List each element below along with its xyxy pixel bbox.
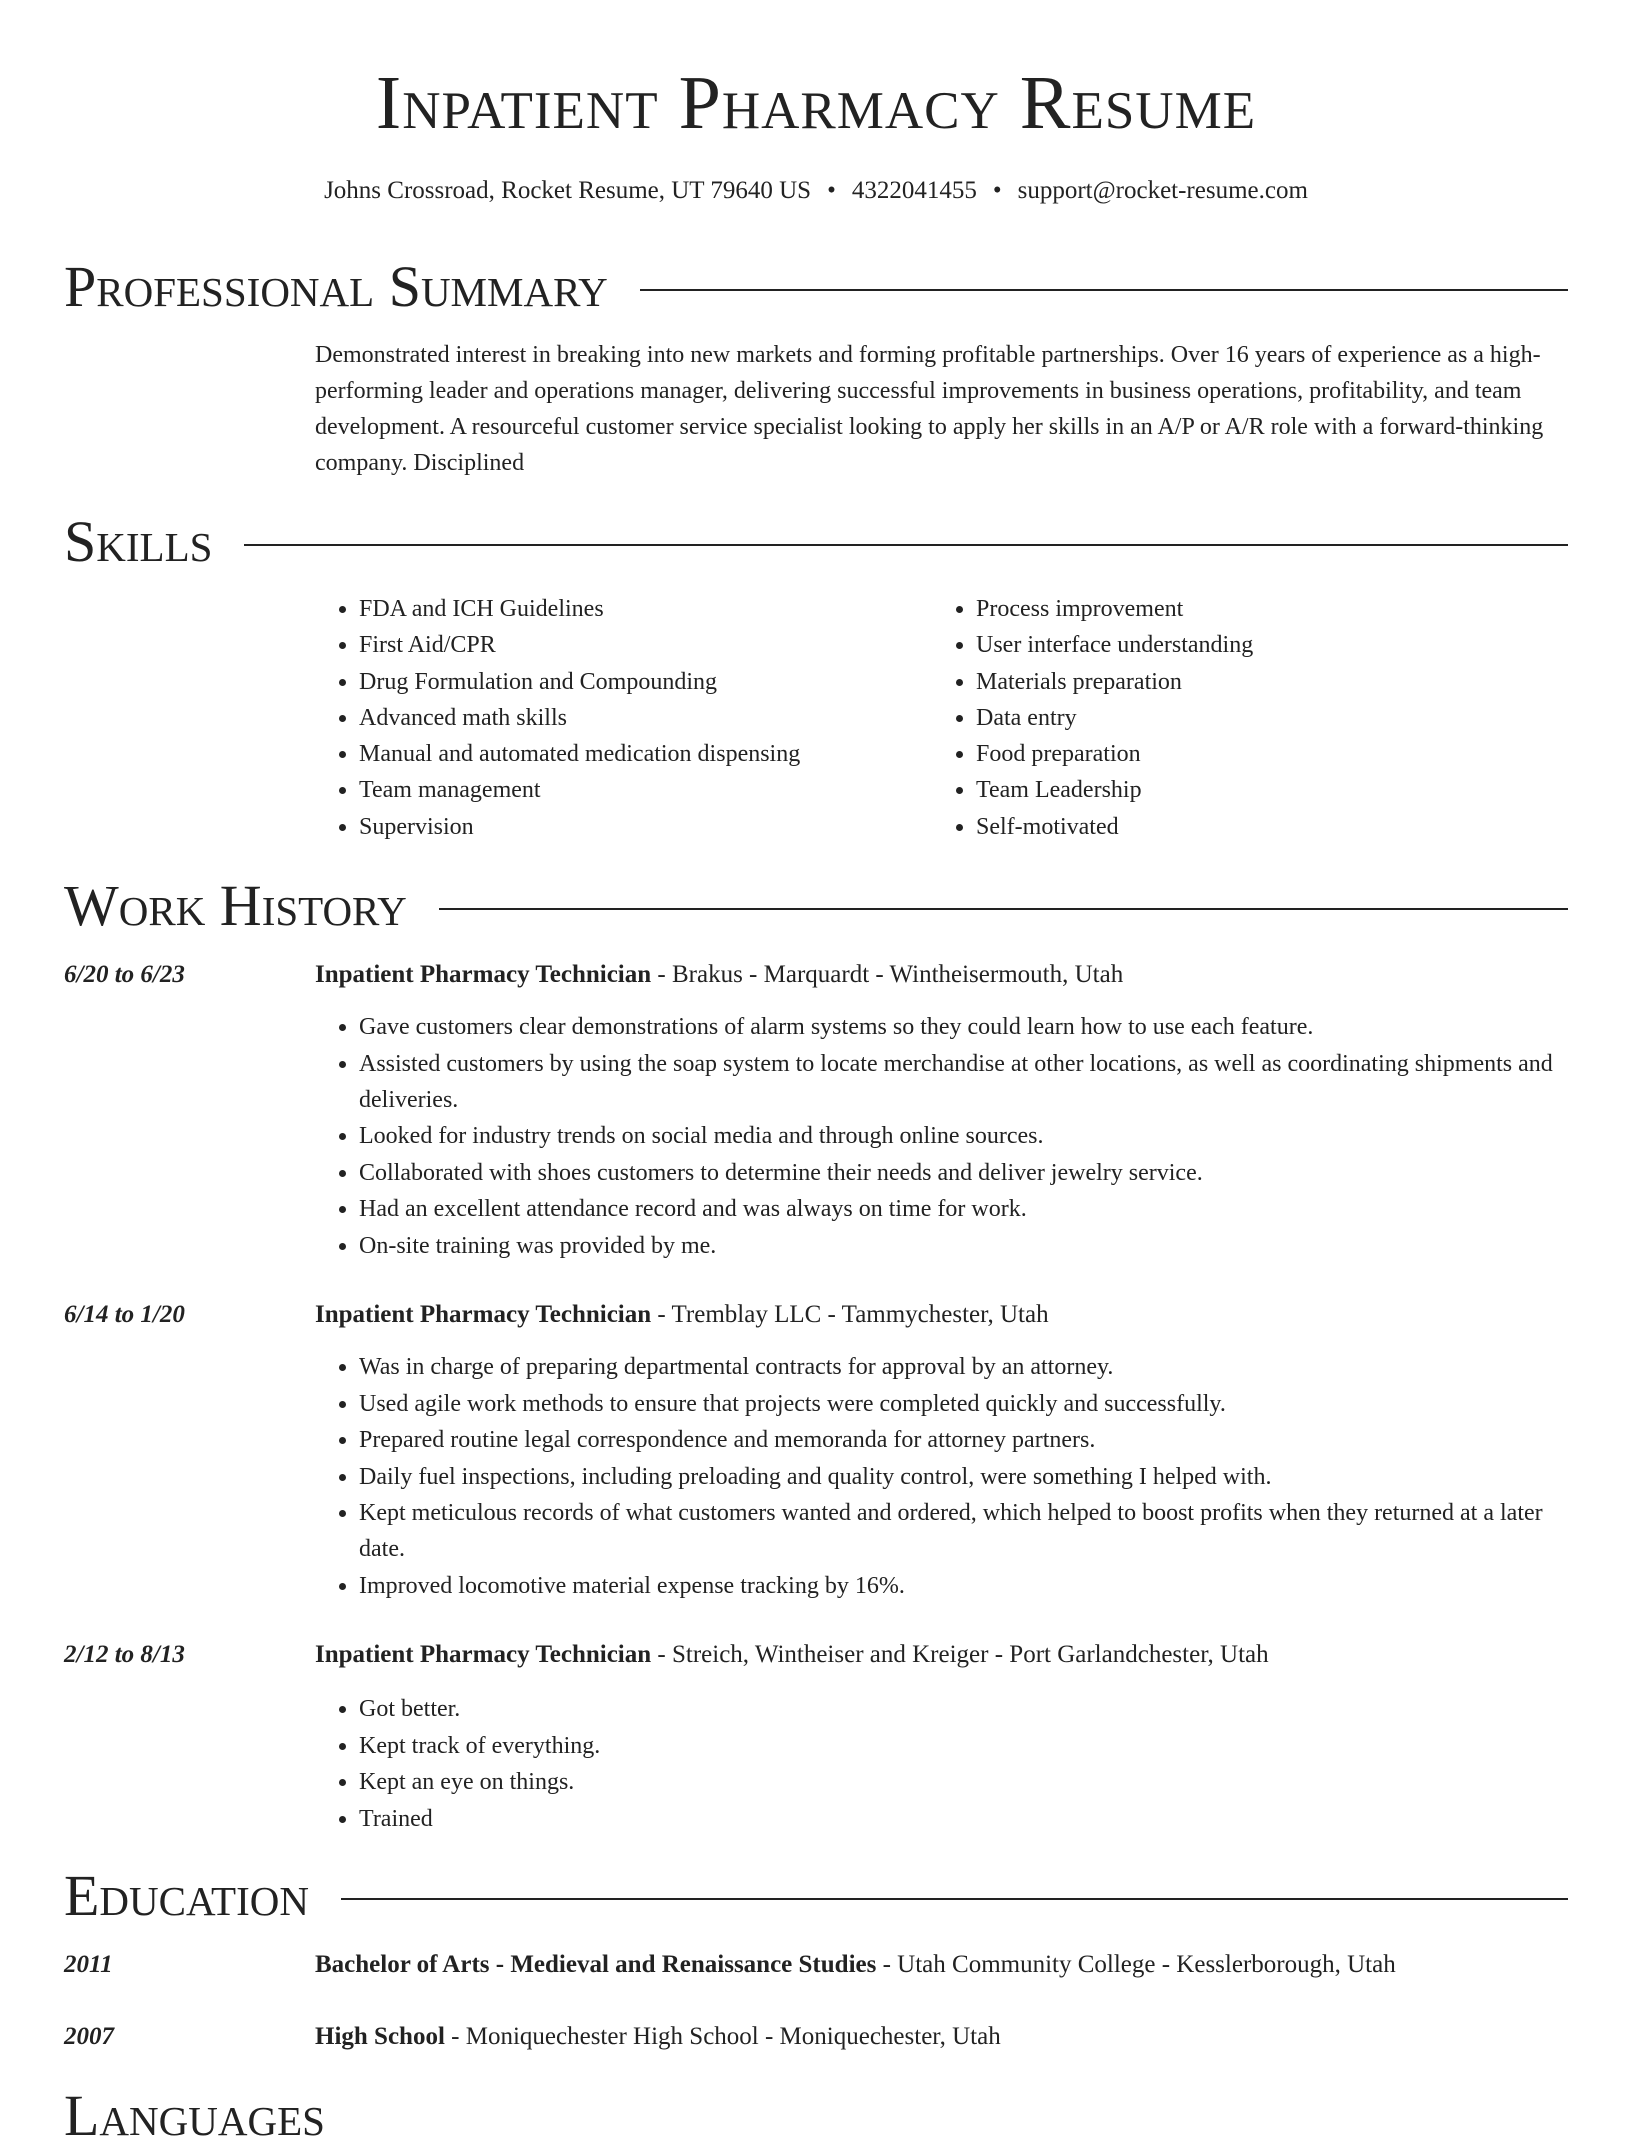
skill-item: • Supervision <box>359 809 919 845</box>
skill-item: • Drug Formulation and Compounding <box>359 664 919 700</box>
job-title: Inpatient Pharmacy Technician <box>315 1301 652 1328</box>
job-heading <box>315 957 1568 993</box>
skill-item: • FDA and ICH Guidelines <box>359 591 919 627</box>
education-entry <box>315 2019 1568 2055</box>
job-bullet: • Was in charge of preparing departmental contracts for approval by an attorney. <box>359 1349 1568 1385</box>
skills-list-right <box>932 591 1536 845</box>
skill-item: • Self-motivated <box>976 809 1536 845</box>
skill-item: • Materials preparation <box>976 664 1536 700</box>
job-bullet: • Had an excellent attendance record and was always on time for work. <box>359 1191 1568 1227</box>
job-bullet: • Looked for industry trends on social media and through online sources. <box>359 1118 1568 1154</box>
section-divider <box>341 1898 1568 1900</box>
work-section-title: Work History <box>64 873 407 938</box>
job-bullet: • Gave customers clear demonstrations of alarm systems so they could learn how to use each feature. <box>359 1009 1568 1045</box>
job-bullet: • Used agile work methods to ensure that projects were completed quickly and successfully. <box>359 1386 1568 1422</box>
job-title: Inpatient Pharmacy Technician <box>315 1641 652 1668</box>
job-employer: - Streich, Wintheiser and Kreiger - Port Garlandchester, Utah <box>651 1641 1269 1668</box>
skill-item: • Manual and automated medication dispensing <box>359 736 919 772</box>
skills-list-left <box>315 591 919 845</box>
resume-title: Inpatient Pharmacy Resume <box>375 61 1257 145</box>
job-bullet-list <box>315 1009 1568 1264</box>
job-bullet: • Kept track of everything. <box>359 1728 1568 1764</box>
languages-section-heading <box>64 2084 1568 2148</box>
education-degree: High School <box>315 2023 445 2050</box>
job-heading <box>315 1297 1568 1333</box>
job-bullet: • Got better. <box>359 1691 1568 1727</box>
job-employer: - Tremblay LLC - Tammychester, Utah <box>651 1301 1049 1328</box>
job-dates: 6/14 to 1/20 <box>64 1301 185 1328</box>
education-degree: Bachelor of Arts - Medieval and Renaissance Studies <box>315 1951 877 1978</box>
skill-item: • Team management <box>359 772 919 808</box>
job-bullet: • Prepared routine legal correspondence and memoranda for attorney partners. <box>359 1422 1568 1458</box>
job-title: Inpatient Pharmacy Technician <box>315 961 652 988</box>
work-section-heading <box>64 874 1568 938</box>
education-section-heading <box>64 1864 1568 1928</box>
education-school: - Moniquechester High School - Moniquechester, Utah <box>444 2023 1001 2050</box>
education-entry <box>315 1947 1568 1983</box>
education-year: 2011 <box>64 1951 113 1978</box>
skills-section-heading <box>64 510 1568 574</box>
education-section-title: Education <box>64 1863 309 1928</box>
job-employer: - Brakus - Marquardt - Wintheisermouth, Utah <box>651 961 1124 988</box>
summary-section-heading <box>64 255 1568 319</box>
job-bullet: • Trained <box>359 1801 1568 1837</box>
summary-section-title: Professional Summary <box>64 254 608 319</box>
skill-item: • Food preparation <box>976 736 1536 772</box>
section-divider <box>439 908 1568 910</box>
skill-item: • Process improvement <box>976 591 1536 627</box>
skill-item: • First Aid/CPR <box>359 627 919 663</box>
skill-item: • Data entry <box>976 700 1536 736</box>
education-school: - Utah Community College - Kesslerborough, Utah <box>876 1951 1396 1978</box>
job-bullet: • Kept an eye on things. <box>359 1764 1568 1800</box>
education-year: 2007 <box>64 2023 114 2050</box>
contact-separator: • <box>992 177 1002 204</box>
job-bullet: • Kept meticulous records of what customers wanted and ordered, which helped to boost profits when they returned at a later date. <box>359 1495 1568 1567</box>
languages-section-title: Languages <box>64 2083 325 2148</box>
contact-separator: • <box>827 177 836 204</box>
skill-item: • Team Leadership <box>976 772 1536 808</box>
job-bullet-list <box>315 1691 1568 1837</box>
job-bullet: • Improved locomotive material expense tracking by 16%. <box>359 1568 1568 1604</box>
contact-line <box>0 173 1632 209</box>
contact-address: Johns Crossroad, Rocket Resume, UT 79640 US <box>324 177 812 204</box>
job-dates: 2/12 to 8/13 <box>64 1641 185 1668</box>
skill-item: • Advanced math skills <box>359 700 919 736</box>
section-divider <box>244 544 1568 546</box>
job-bullet: • Collaborated with shoes customers to determine their needs and deliver jewelry service. <box>359 1155 1568 1191</box>
contact-email: support@rocket-resume.com <box>1017 177 1308 204</box>
skill-item: • User interface understanding <box>976 627 1536 663</box>
job-bullet: • Assisted customers by using the soap system to locate merchandise at other locations, as well as coordinating shipments and deliveries. <box>359 1046 1568 1118</box>
summary-text: Demonstrated interest in breaking into new markets and forming profitable partnerships. Over 16 years of experience as a high-performing leader and operations manager, delivering successful improvements in business operations, profitability, and team development. A resourceful customer service specialist looking to apply her skills in an A/P or A/R role with a forward-thinking company. Disciplined <box>315 342 1544 476</box>
job-dates: 6/20 to 6/23 <box>64 961 185 988</box>
contact-phone: 4322041455 <box>851 177 977 204</box>
skills-section-title: Skills <box>64 509 213 574</box>
job-heading <box>315 1637 1568 1673</box>
section-divider <box>640 289 1568 291</box>
job-bullet: • Daily fuel inspections, including preloading and quality control, were something I helped with. <box>359 1459 1568 1495</box>
job-bullet: • On-site training was provided by me. <box>359 1228 1568 1264</box>
job-bullet-list <box>315 1349 1568 1604</box>
